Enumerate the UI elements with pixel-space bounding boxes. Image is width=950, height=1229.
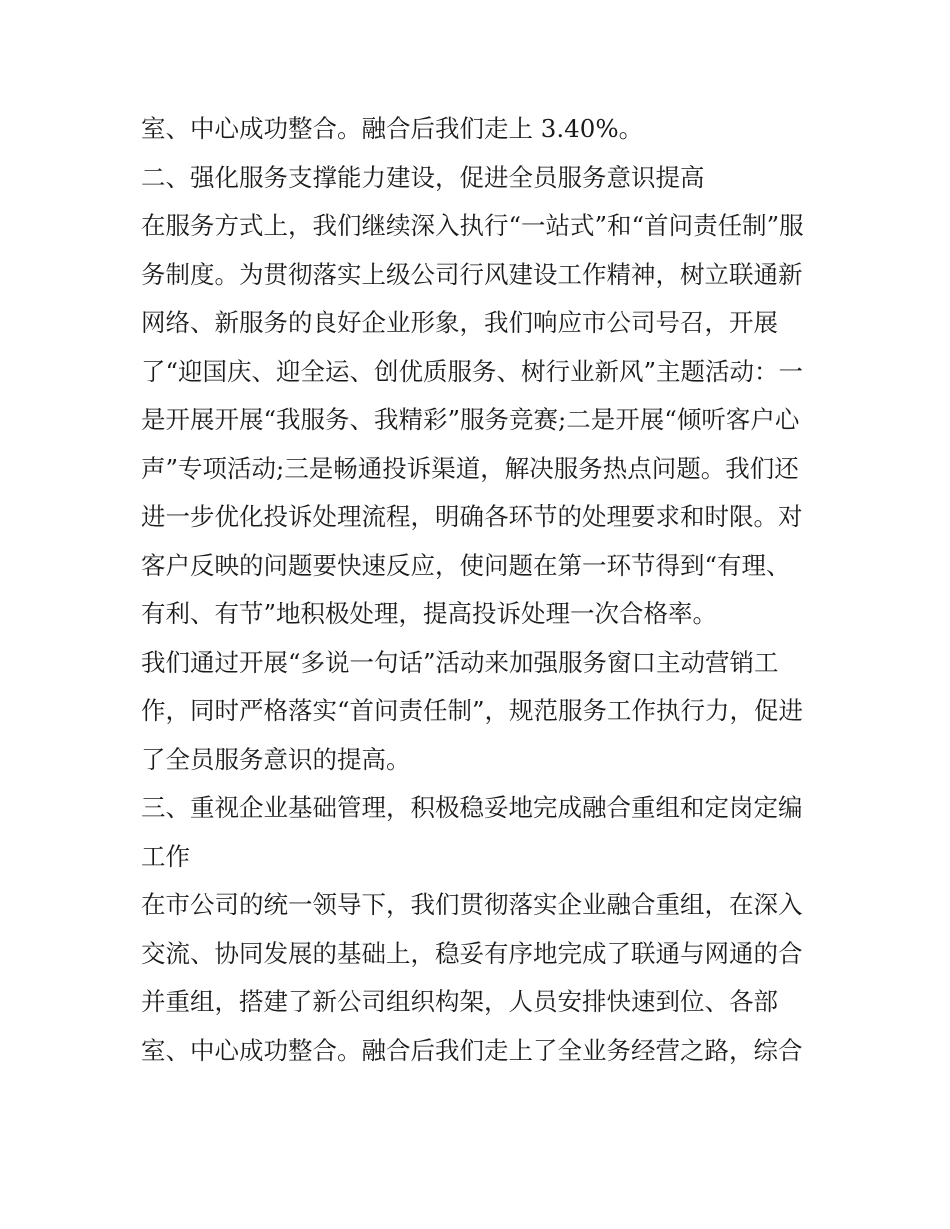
- text-line: 并重组，搭建了新公司组织构架，人员安排快速到位、各部: [141, 987, 778, 1016]
- section-heading-3-continued: 工作: [141, 841, 190, 871]
- document-body: [141, 105, 821, 1075]
- text-line: 了全员服务意识的提高。: [141, 744, 411, 774]
- section-heading-3: 三、重视企业基础管理，积极稳妥地完成融合重组和定岗定编: [141, 793, 803, 822]
- text-line: 交流、协同发展的基础上，稳妥有序地完成了联通与网通的合: [141, 938, 803, 968]
- text-line: 了“迎国庆、迎全运、创优质服务、树行业新风”主题活动：一: [141, 356, 804, 386]
- text-line: 客户反映的问题要快速反应，使问题在第一环节得到“有理、: [141, 550, 791, 580]
- text-line: 务制度。为贯彻落实上级公司行风建设工作精神，树立联通新: [141, 259, 803, 289]
- text-line: 在市公司的统一领导下，我们贯彻落实企业融合重组，在深入: [141, 890, 803, 919]
- text-line: 我们通过开展“多说一句话”活动来加强服务窗口主动营销工: [141, 647, 779, 677]
- text-line: 进一步优化投诉处理流程，明确各环节的处理要求和时限。对: [141, 502, 803, 531]
- text-line: 室、中心成功整合。融合后我们走上了全业务经营之路，综合: [141, 1035, 803, 1065]
- text-line: 作，同时严格落实“首问责任制”，规范服务工作执行力，促进: [141, 696, 804, 725]
- text-line: 室、中心成功整合。融合后我们走上 3.40%。: [141, 114, 644, 143]
- section-heading-2: 二、强化服务支撑能力建设，促进全员服务意识提高: [141, 162, 705, 192]
- text-line: 有利、有节”地积极处理，提高投诉处理一次合格率。: [141, 599, 718, 628]
- text-line: 在服务方式上，我们继续深入执行“一站式”和“首问责任制”服: [141, 211, 804, 240]
- text-line: 是开展开展“我服务、我精彩”服务竞赛;二是开展“倾听客户心: [141, 405, 800, 434]
- text-line: 网络、新服务的良好企业形象，我们响应市公司号召，开展: [141, 308, 778, 337]
- text-line: 声”专项活动;三是畅通投诉渠道，解决服务热点问题。我们还: [141, 453, 799, 483]
